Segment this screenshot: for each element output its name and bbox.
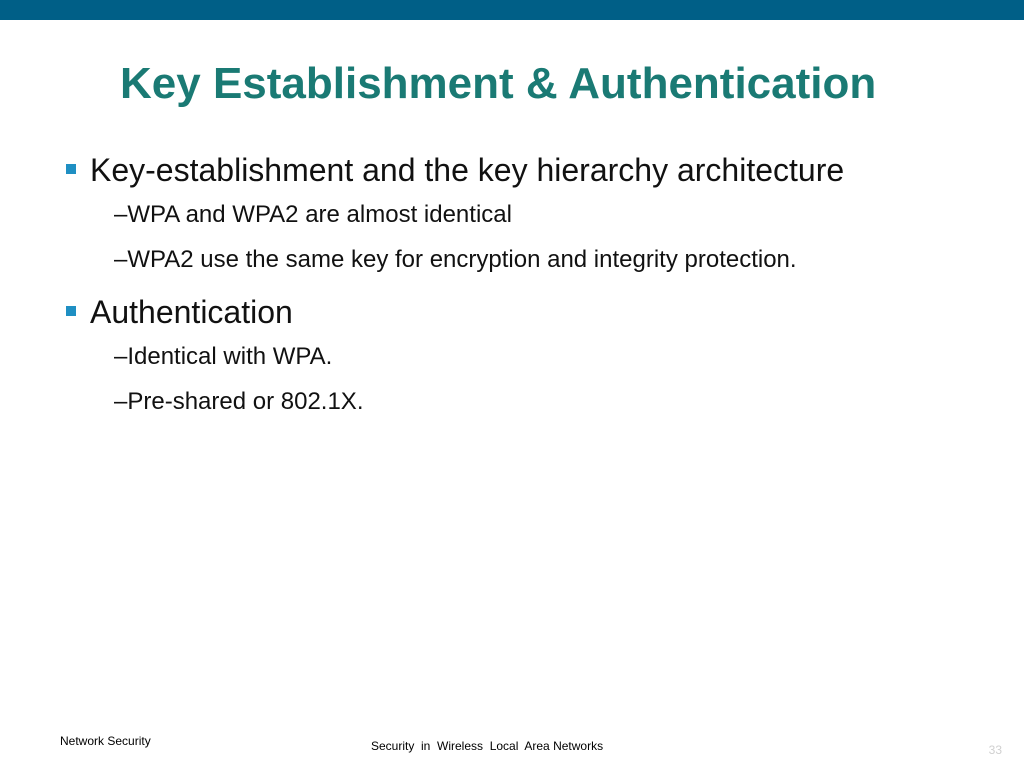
sub-list xyxy=(66,192,966,282)
bullet-text: Authentication xyxy=(90,294,293,330)
sub-item: –Identical with WPA. xyxy=(114,343,333,370)
square-bullet-icon xyxy=(66,164,76,174)
slide-content xyxy=(66,150,966,424)
footer-presentation-title: Security in Wireless Local Area Networks xyxy=(371,739,604,753)
bullet-block-key-establishment xyxy=(66,150,966,282)
top-banner xyxy=(0,0,1024,20)
bullet-text: Key-establishment and the key hierarchy architecture xyxy=(90,152,845,188)
sub-list xyxy=(66,334,966,424)
bullet-block-authentication xyxy=(66,292,966,424)
footer-course-name: Network Security xyxy=(60,734,151,748)
slide-title: Key Establishment & Authentication xyxy=(120,59,877,108)
square-bullet-icon xyxy=(66,306,76,316)
bullet-row xyxy=(66,292,966,334)
sub-item: –WPA and WPA2 are almost identical xyxy=(114,201,512,228)
page-number: 33 xyxy=(988,743,1002,757)
sub-item: –Pre-shared or 802.1X. xyxy=(114,388,364,415)
sub-item: –WPA2 use the same key for encryption and integrity protection. xyxy=(114,246,797,273)
bullet-row xyxy=(66,150,966,192)
